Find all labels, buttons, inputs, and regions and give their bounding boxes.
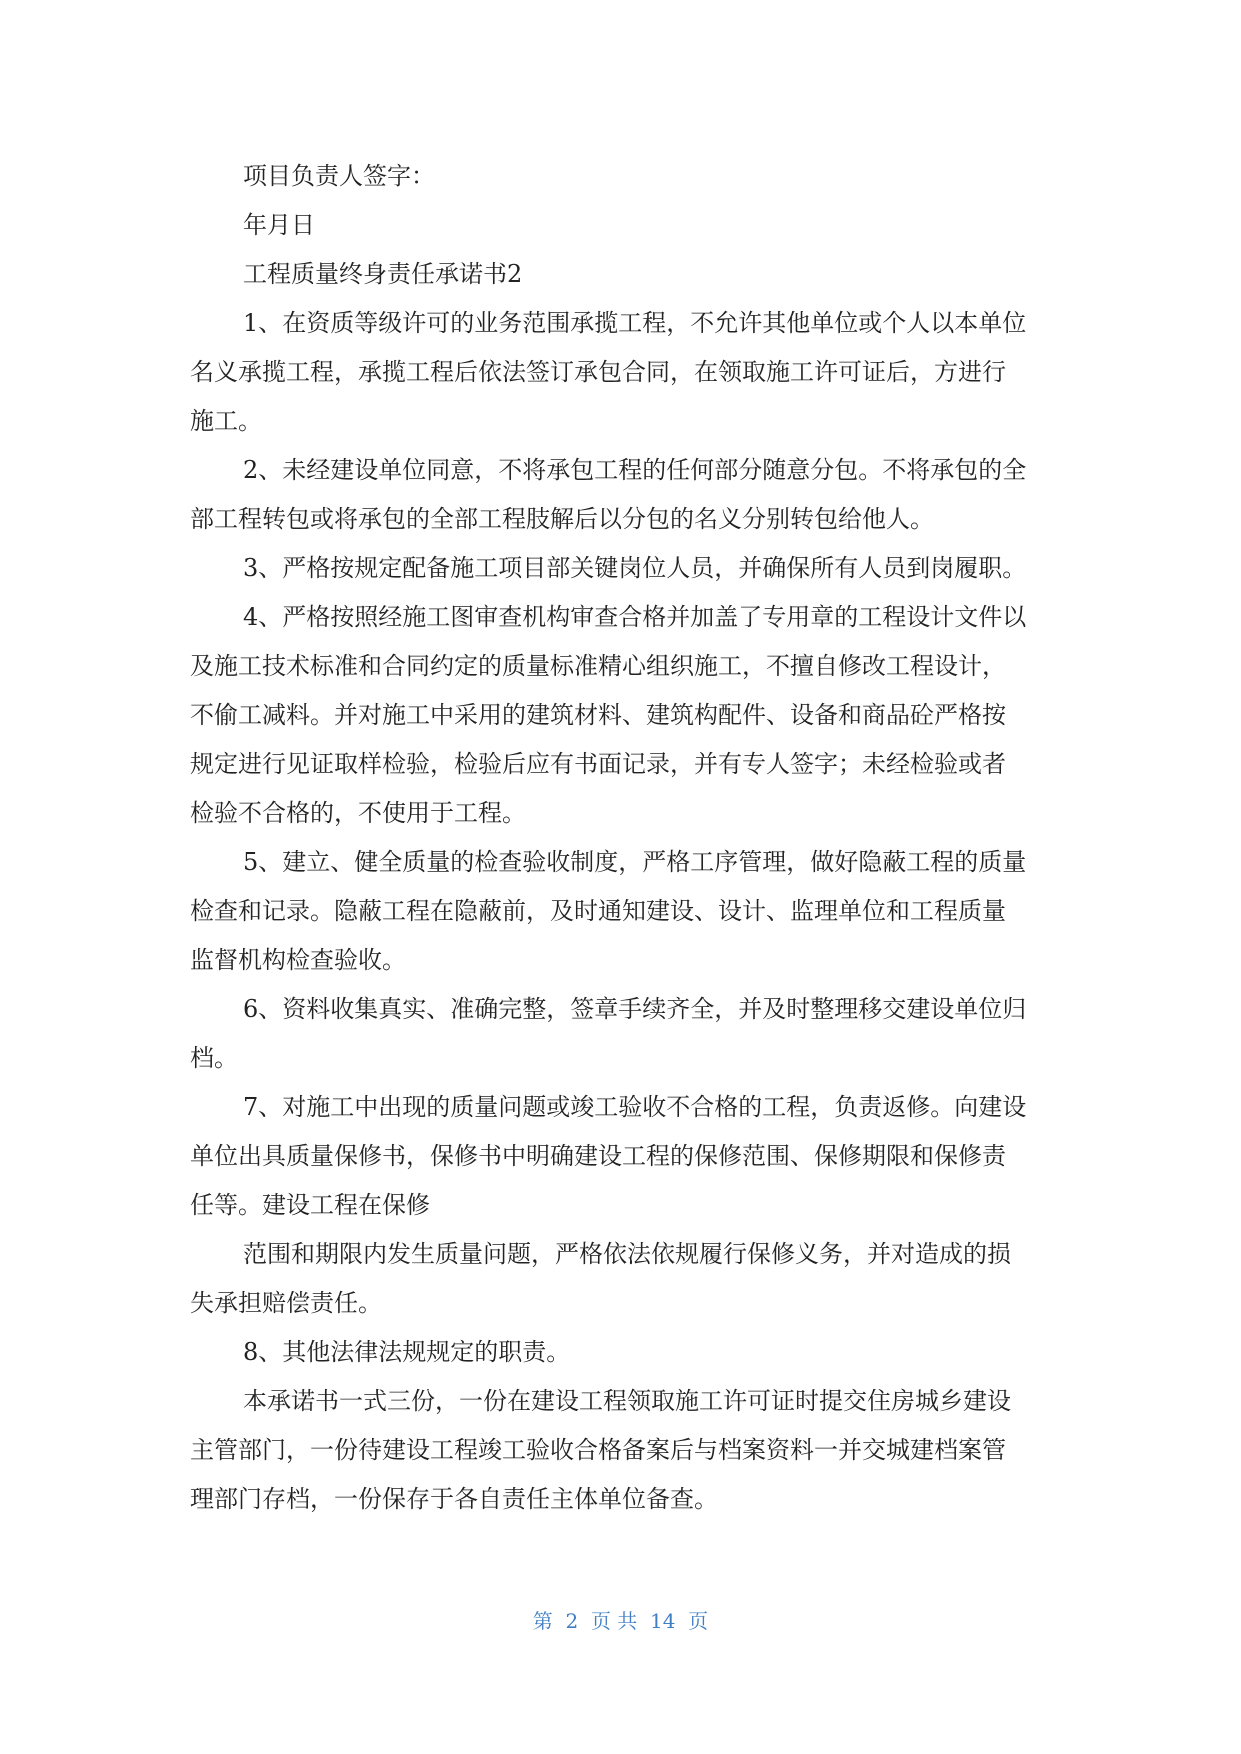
text-line: 5、建立、健全质量的检查验收制度，严格工序管理，做好隐蔽工程的质量 (243, 848, 1027, 876)
text-line: 检查和记录。隐蔽工程在隐蔽前，及时通知建设、设计、监理单位和工程质量 (190, 897, 1006, 925)
text-line: 失承担赔偿责任。 (190, 1289, 382, 1317)
text-line: 部工程转包或将承包的全部工程肢解后以分包的名义分别转包给他人。 (190, 505, 934, 533)
text-line: 8、其他法律法规规定的职责。 (243, 1338, 571, 1366)
text-line: 3、严格按规定配备施工项目部关键岗位人员，并确保所有人员到岗履职。 (243, 554, 1027, 582)
text-line: 规定进行见证取样检验，检验后应有书面记录，并有专人签字；未经检验或者 (190, 750, 1006, 778)
page-number-footer: 第 2 页 共 14 页 (532, 1609, 709, 1633)
text-line: 工程质量终身责任承诺书2 (243, 260, 523, 288)
text-line: 2、未经建设单位同意，不将承包工程的任何部分随意分包。不将承包的全 (243, 456, 1027, 484)
text-line: 理部门存档，一份保存于各自责任主体单位备查。 (190, 1485, 718, 1513)
text-line: 7、对施工中出现的质量问题或竣工验收不合格的工程，负责返修。向建设 (243, 1093, 1027, 1121)
text-line: 施工。 (190, 407, 262, 435)
text-line: 本承诺书一式三份，一份在建设工程领取施工许可证时提交住房城乡建设 (243, 1387, 1011, 1415)
text-line: 年月日 (243, 211, 315, 239)
text-line: 检验不合格的，不使用于工程。 (190, 799, 526, 827)
text-line: 及施工技术标准和合同约定的质量标准精心组织施工，不擅自修改工程设计， (190, 652, 1006, 680)
text-line: 6、资料收集真实、准确完整，签章手续齐全，并及时整理移交建设单位归 (243, 995, 1027, 1023)
text-line: 名义承揽工程，承揽工程后依法签订承包合同，在领取施工许可证后，方进行 (190, 358, 1006, 386)
text-line: 项目负责人签字： (243, 162, 435, 190)
text-line: 范围和期限内发生质量问题，严格依法依规履行保修义务，并对造成的损 (243, 1240, 1011, 1268)
text-line: 不偷工减料。并对施工中采用的建筑材料、建筑构配件、设备和商品砼严格按 (190, 701, 1006, 729)
text-line: 监督机构检查验收。 (190, 946, 406, 974)
text-line: 4、严格按照经施工图审查机构审查合格并加盖了专用章的工程设计文件以 (243, 603, 1027, 631)
text-line: 单位出具质量保修书，保修书中明确建设工程的保修范围、保修期限和保修责 (190, 1142, 1006, 1170)
text-line: 档。 (190, 1044, 238, 1072)
text-line: 任等。建设工程在保修 (190, 1191, 430, 1219)
document-body (190, 152, 1056, 1524)
text-line: 1、在资质等级许可的业务范围承揽工程，不允许其他单位或个人以本单位 (243, 309, 1027, 337)
text-line: 主管部门，一份待建设工程竣工验收合格备案后与档案资料一并交城建档案管 (190, 1436, 1006, 1464)
